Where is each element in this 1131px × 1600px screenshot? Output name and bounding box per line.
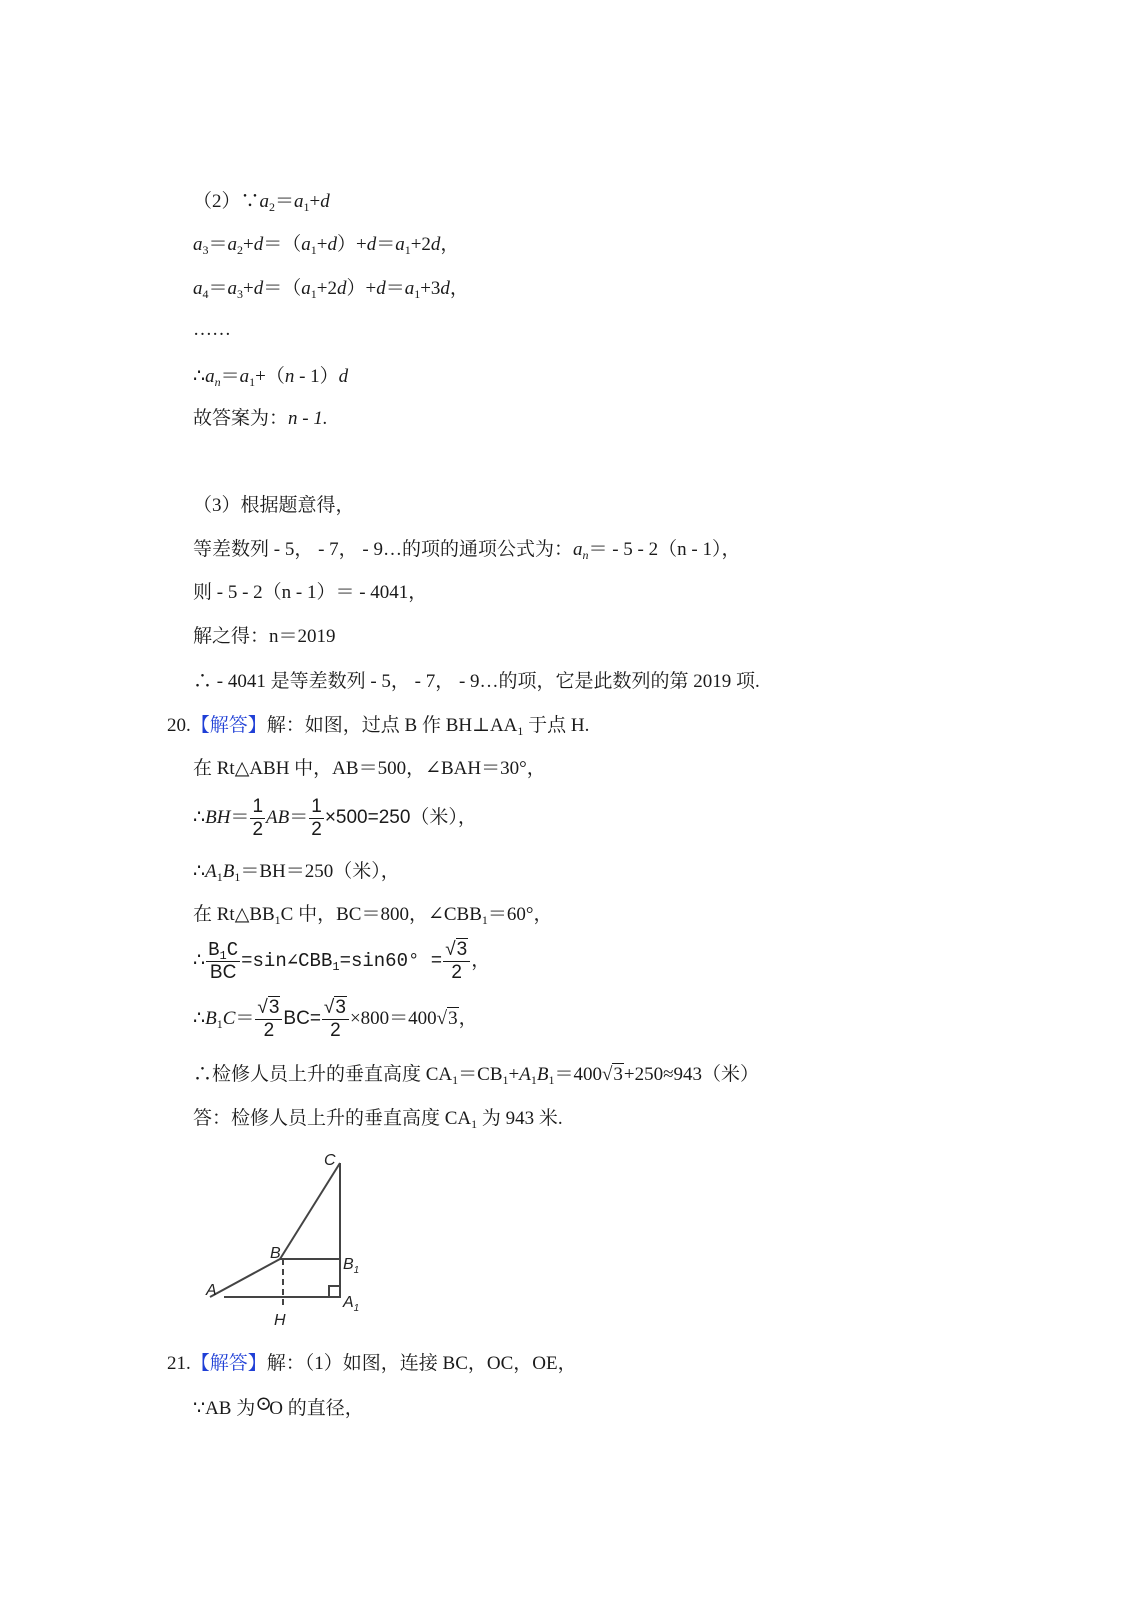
rt2-end: ＝60°， <box>487 904 553 925</box>
height-mid: ＝CB <box>458 1064 503 1085</box>
intro-text: 解：（1）如图，连接 BC，OC，OE， <box>266 1353 577 1374</box>
b1c-mid: BC= <box>283 1008 321 1029</box>
sin-mid: =sin∠CBB <box>241 950 333 972</box>
q20-bh-calc: ∴BH＝ $\frac{1}{2}$ AB＝ $\frac{1}{2}$ ×500=250（米）， <box>193 796 477 841</box>
final-answer-tail: 为 943 米. <box>481 1108 563 1129</box>
q20-answer: 答：检修人员上升的垂直高度 $CA_1$ 为 943 米. <box>193 1108 563 1131</box>
solve-value: n＝2019 <box>269 626 336 647</box>
part3-conclusion: ∴ - 4041 是等差数列 - 5， - 7， - 9…的项，它是此数列的第 2019 项. <box>193 671 760 692</box>
therefore-symbol: ∴ <box>193 366 206 387</box>
q20-rt-abh: 在 Rt△ABH 中，AB＝500，∠BAH＝30°， <box>193 758 546 779</box>
q20-figure <box>200 1145 390 1335</box>
formula-prefix: 等差数列 - 5， - 7， - 9…的项的通项公式为： <box>193 539 573 560</box>
line2-prefix: ∵AB 为 <box>193 1398 256 1419</box>
q20-sin-ratio: ∴ $\frac{B_1C}{BC}$ $=\sin\angle CBB_1=\sin 60^\circ$ = $\frac{√3}{2}$ ， <box>193 939 491 984</box>
q20-intro: 20.【解答】解：如图，过点 B 作 $BH\perp AA_1$ 于点 H. <box>167 715 590 738</box>
a1b1-value: ＝BH＝250（米）， <box>240 861 400 882</box>
answer-value: n - 1. <box>288 408 328 429</box>
final-answer: 答：检修人员上升的垂直高度 CA <box>193 1108 472 1129</box>
b1c-end: ×800＝400 <box>349 1008 437 1029</box>
part3-equation: 则 - 5 - 2（n - 1）＝ - 4041， <box>193 582 428 603</box>
rt2-mid: C 中，BC＝800，∠CBB <box>280 904 482 925</box>
part3-formula: 等差数列 - 5， - 7， - 9…的项的通项公式为：$a_n= - 5 - 2(n - 1)$， <box>193 539 741 562</box>
part2-answer <box>193 407 328 431</box>
q20-b1c-calc: $\therefore B_1C=$ $\frac{√3}{2}$ BC= $\frac{√3}{2}$ ×800＝400√3， <box>193 997 478 1042</box>
label-a1: $A_1$ <box>343 1294 360 1314</box>
part3-title: （3）根据题意得， <box>193 495 355 516</box>
solve-label: 解之得： <box>193 626 270 647</box>
label-h: H <box>274 1312 286 1329</box>
bh-result: ×500=250（米）， <box>324 807 477 828</box>
line2-tail: O 的直径， <box>269 1398 364 1419</box>
intro-text: 解：如图，过点 B 作 BH⊥AA <box>266 715 518 736</box>
sin-end: =sin60° = <box>339 950 443 972</box>
q21-line-2: ∵AB 为 ⊙ O 的直径， <box>193 1393 364 1419</box>
part2-line-3: $a_4=a_3+d=(a_1+2d)+d=a_1+3d$， <box>193 278 469 301</box>
part2-general-term: $\therefore a_n=a_1+(n - 1)d$ <box>193 366 349 389</box>
intro-tail: 于点 H. <box>528 715 590 736</box>
label-b1: $B_1$ <box>343 1256 360 1276</box>
part2-line-1: $(2)\because a_2=a_1+d$ <box>193 191 330 214</box>
formula-rhs: ＝ - 5 - 2（n - 1）， <box>588 539 741 560</box>
q21-intro <box>167 1352 577 1376</box>
label-a: A <box>206 1282 217 1299</box>
q20-rt-bb1c: 在 $Rt\triangle BB_1C$ 中，BC＝800，$\angle CBB_1=60^\circ$， <box>193 904 553 927</box>
rt2-prefix: 在 Rt△BB <box>193 904 275 925</box>
answer-tag: 【解答】 <box>190 1353 267 1374</box>
part3-solve <box>193 625 336 649</box>
answer-label: 故答案为： <box>193 408 289 429</box>
height-prefix: ∴检修人员上升的垂直高度 CA <box>193 1064 453 1085</box>
part2-line-2: $a_3=a_2+d=(a_1+d)+d=a_1+2d$， <box>193 234 460 257</box>
height-result: ≈943（米） <box>663 1064 760 1085</box>
q20-a1b1: $\therefore A_1B_1=BH=250$（米）， <box>193 861 400 884</box>
because-prefix: （2）∵ <box>193 191 260 212</box>
question-number: 20. <box>167 715 191 736</box>
question-number: 21. <box>167 1353 191 1374</box>
label-c: C <box>324 1152 336 1169</box>
answer-tag: 【解答】 <box>190 715 267 736</box>
label-b: B <box>270 1245 281 1262</box>
q20-height: ∴检修人员上升的垂直高度 $CA_1=CB_1+A_1B_1=400√3+250\approx 943$（米） <box>193 1064 760 1087</box>
part2-ellipsis: …… <box>193 319 231 340</box>
